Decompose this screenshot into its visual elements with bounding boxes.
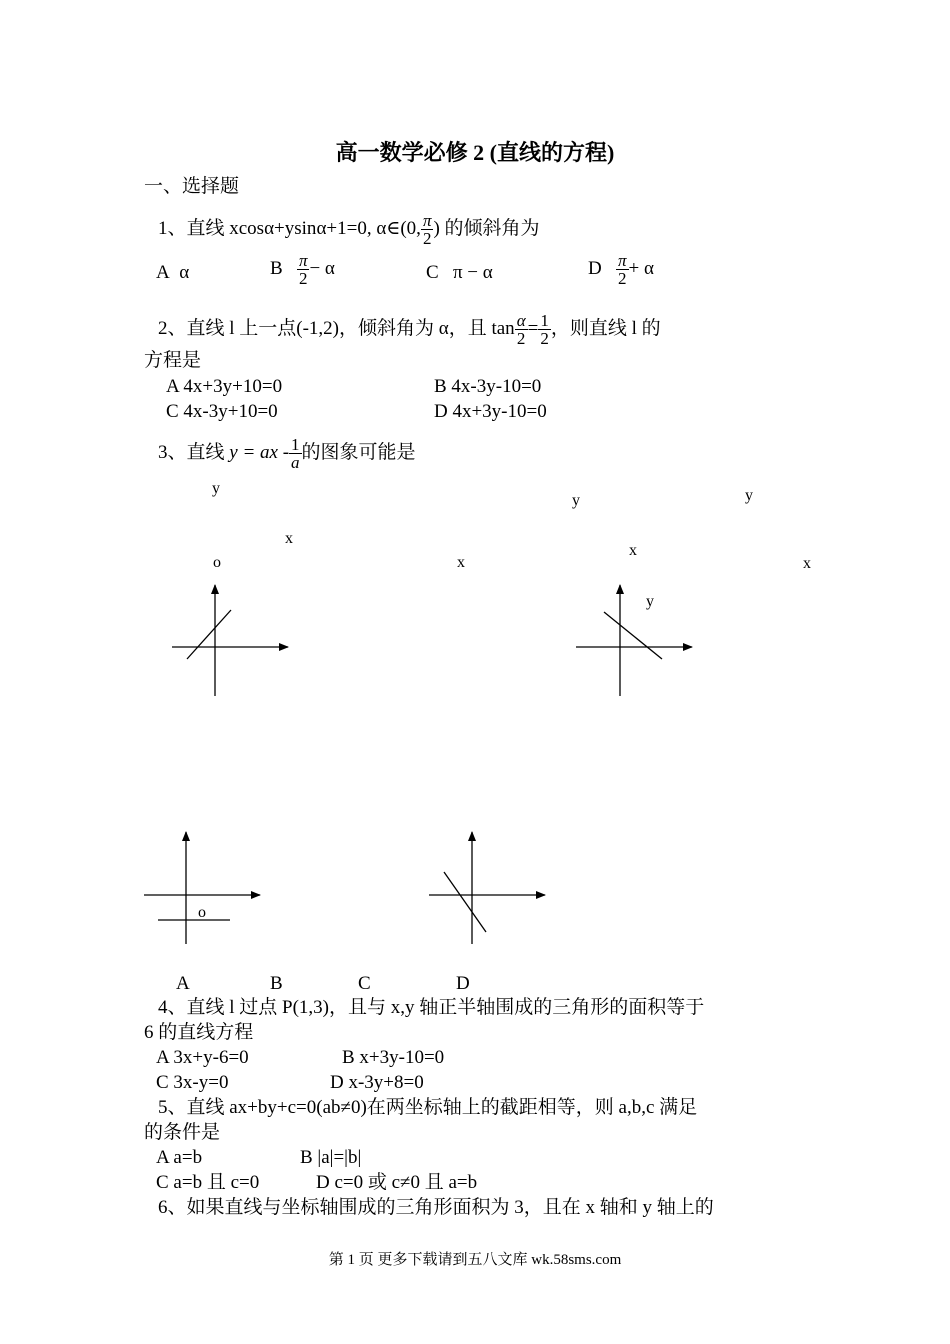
q3-option-d: D — [456, 973, 470, 994]
q1-option-c-value: π − α — [452, 262, 493, 283]
q3-option-c: C — [358, 973, 371, 994]
q1-text-a: 1、直线 xcos — [158, 217, 265, 239]
q4-option-b: B x+3y-10=0 — [342, 1047, 445, 1068]
section-heading: 一、选择题 — [144, 176, 240, 197]
q1-frac-den: 2 — [422, 229, 432, 248]
axis-label-x: x — [285, 530, 293, 547]
q5-option-a: A a=b — [156, 1147, 203, 1168]
axis-label-x: x — [803, 555, 811, 572]
graph-c — [144, 832, 260, 944]
graph-b — [576, 585, 692, 696]
question-5-stem: 5、直线 ax+by+c=0(ab≠0)在两坐标轴上的截距相等，则 a,b,c 满足 — [158, 1097, 698, 1118]
q1-option-b-den: 2 — [298, 269, 308, 288]
q2-frac-alpha-den: 2 — [516, 329, 526, 348]
q1-text-f: ) 的倾斜角为 — [433, 217, 540, 239]
q5-option-d: D c=0 或 c≠0 且 a=b — [316, 1172, 478, 1193]
graph-d-line — [444, 872, 486, 932]
page-footer: 第 1 页 更多下载请到五八文库 wk.58sms.com — [328, 1252, 622, 1268]
graph-b-line — [604, 612, 662, 659]
axis-label-y: y — [572, 492, 580, 509]
q3-frac-num: 1 — [291, 435, 300, 454]
q2-option-b: B 4x-3y-10=0 — [434, 376, 542, 397]
q3-option-a: A — [176, 973, 190, 994]
axis-label-x: x — [629, 542, 637, 559]
page-title: 高一数学必修 2 (直线的方程) — [335, 140, 615, 165]
q3-text-b: 的图象可能是 — [301, 441, 416, 463]
q1-option-d-label: D — [588, 257, 602, 279]
q2-option-a: A 4x+3y+10=0 — [166, 376, 283, 397]
q2-text-a: 2、直线 l 上一点(-1,2)，倾斜角为 α，且 tan — [158, 317, 515, 339]
q5-stem-line2: 的条件是 — [144, 1122, 221, 1143]
q4-option-a: A 3x+y-6=0 — [156, 1047, 249, 1068]
question-4-stem: 4、直线 l 过点 P(1,3)，且与 x,y 轴正半轴围成的三角形的面积等于 — [158, 997, 705, 1018]
axis-label-y: y — [212, 480, 220, 497]
axis-label-origin: o — [198, 904, 206, 921]
q1-option-a-label: A — [156, 262, 170, 283]
q1-option-d-num: π — [617, 251, 627, 270]
graph-d — [429, 832, 545, 944]
q2-frac-half-den: 2 — [540, 329, 549, 348]
q2-frac-half-num: 1 — [540, 311, 549, 330]
q1-text-d: α — [316, 217, 327, 239]
q1-option-b-tail: − α — [309, 257, 335, 279]
q1-text-e: +1=0, α∈(0, — [326, 217, 421, 239]
q5-option-b: B |a|=|b| — [300, 1147, 362, 1168]
axis-label-x: x — [457, 554, 465, 571]
q1-option-d-den: 2 — [618, 269, 627, 288]
q1-option-b-num: π — [298, 251, 308, 270]
q2-text-b: ，则直线 l 的 — [550, 317, 661, 339]
axis-label-origin: o — [213, 554, 221, 571]
q4-option-d: D x-3y+8=0 — [330, 1072, 424, 1093]
q2-stem-line2: 方程是 — [144, 350, 202, 371]
q1-option-a-value: α — [179, 262, 190, 283]
q3-option-b: B — [270, 973, 283, 994]
question-6-stem: 6、如果直线与坐标轴围成的三角形面积为 3，且在 x 轴和 y 轴上的 — [158, 1197, 714, 1218]
q4-option-c: C 3x-y=0 — [156, 1072, 229, 1093]
q1-text-b: α — [264, 217, 275, 239]
axis-label-y: y — [745, 487, 753, 504]
q5-option-c: C a=b 且 c=0 — [156, 1172, 260, 1193]
graph-a — [172, 585, 288, 696]
q3-frac-den: a — [291, 453, 300, 472]
q3-text-a: 3、直线 — [158, 441, 225, 463]
q1-option-c-label: C — [426, 262, 439, 283]
q2-option-c: C 4x-3y+10=0 — [166, 401, 278, 422]
q1-frac-num: π — [422, 211, 432, 230]
q1-text-c: +ysin — [274, 217, 317, 239]
q1-option-b-label: B — [270, 257, 283, 279]
q2-frac-alpha-num: α — [516, 311, 526, 330]
q1-option-d-tail: + α — [628, 257, 654, 279]
q2-option-d: D 4x+3y-10=0 — [434, 401, 547, 422]
q2-equals: = — [527, 317, 539, 339]
axis-label-y: y — [646, 593, 654, 610]
q4-stem-line2: 6 的直线方程 — [144, 1022, 254, 1043]
q3-equation: y = ax - — [229, 441, 290, 463]
graph-a-line — [187, 610, 231, 659]
